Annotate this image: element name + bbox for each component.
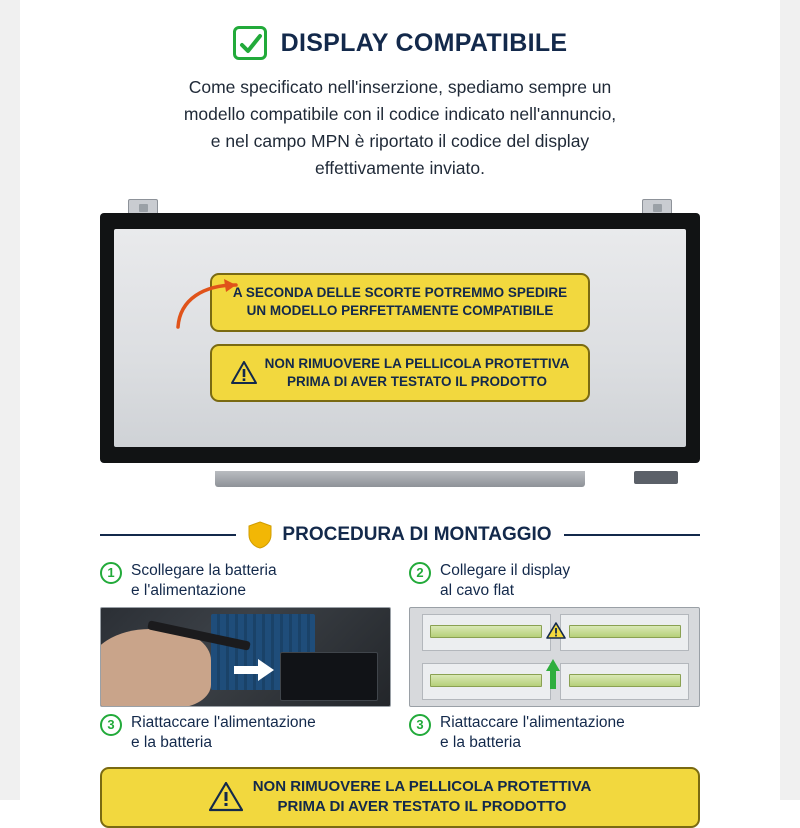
intro-line-4: effettivamente inviato. [315, 158, 485, 179]
page-title: DISPLAY COMPATIBILE [280, 28, 568, 57]
warning-triangle-icon [209, 782, 243, 812]
intro-line-1: Come specificato nell'inserzione, spediamo sempre un [188, 77, 612, 97]
intro-paragraph [100, 74, 700, 183]
flat-cable-a [430, 625, 542, 638]
flat-cable-b [569, 625, 681, 638]
panel-foil-strip [215, 471, 585, 487]
procedure-section-header [100, 521, 700, 549]
intro-line-3: e nel campo MPN è riportato il codice del display [210, 131, 590, 152]
curved-arrow-icon [174, 277, 244, 329]
divider-left [100, 534, 236, 536]
check-icon [233, 26, 267, 60]
step-head-2 [409, 561, 700, 601]
procedure-title: PROCEDURA DI MONTAGGIO [282, 523, 552, 545]
callout-film-line-2: PRIMA DI AVER TESTATO IL PRODOTTO [286, 373, 547, 389]
white-arrow-icon [234, 659, 274, 681]
step-1-line-1: Scollegare la batteria [131, 561, 277, 579]
step-2-line-2: al cavo flat [440, 581, 515, 599]
callout-film-line-1: NON RIMUOVERE LA PELLICOLA PROTETTIVA [264, 355, 570, 371]
intro-line-2: modello compatibile con il codice indicato nell'annuncio, [183, 104, 617, 125]
step-text-3-left [131, 713, 316, 753]
step-text-1 [131, 561, 277, 601]
step-1-line-2: e l'alimentazione [131, 581, 246, 599]
step-head-1 [100, 561, 391, 601]
hand-graphic [100, 629, 211, 706]
flat-cable-c [430, 674, 542, 687]
callout-stock-line-1: A SECONDA DELLE SCORTE POTREMMO SPEDIRE [232, 285, 568, 301]
step-3-left-line-1: Riattaccare l'alimentazione [131, 713, 316, 731]
warning-triangle-icon [231, 361, 257, 385]
bottom-banner-line-2: PRIMA DI AVER TESTATO IL PRODOTTO [277, 798, 567, 816]
steps-grid [100, 561, 700, 754]
warning-triangle-icon [546, 622, 566, 640]
step-2-photo [409, 607, 700, 707]
left-margin [0, 0, 20, 800]
panel-connector-tab [634, 471, 678, 484]
callout-protective-film [210, 344, 590, 402]
header [20, 0, 780, 60]
callout-stock-note [210, 273, 590, 331]
step-1-photo [100, 607, 391, 707]
display-panel-illustration [100, 199, 700, 499]
step-head-3-left [100, 713, 391, 753]
bottom-warning-banner [100, 767, 700, 828]
right-margin [780, 0, 800, 800]
step-text-3-right [440, 713, 625, 753]
lcd-panel-screen [114, 229, 686, 447]
step-2-line-1: Collegare il display [440, 561, 571, 579]
divider-right [564, 534, 700, 536]
step-number-1: 1 [100, 562, 122, 584]
step-number-2: 2 [409, 562, 431, 584]
step-head-3-right [409, 713, 700, 753]
green-arrow-icon [546, 659, 560, 689]
step-number-3-left: 3 [100, 714, 122, 736]
callout-stock-line-2: UN MODELLO PERFETTAMENTE COMPATIBILE [246, 303, 554, 319]
bottom-banner-line-1: NON RIMUOVERE LA PELLICOLA PROTETTIVA [252, 778, 592, 796]
step-3-right-line-2: e la batteria [440, 733, 521, 751]
step-3-left-line-2: e la batteria [131, 733, 212, 751]
flat-cable-d [569, 674, 681, 687]
battery-graphic [280, 652, 377, 701]
step-3-right-line-1: Riattaccare l'alimentazione [440, 713, 625, 731]
shield-icon [248, 521, 272, 549]
step-text-2 [440, 561, 570, 601]
step-number-3-right: 3 [409, 714, 431, 736]
panel-bottom-strip [100, 471, 700, 491]
lcd-panel-frame [100, 213, 700, 463]
